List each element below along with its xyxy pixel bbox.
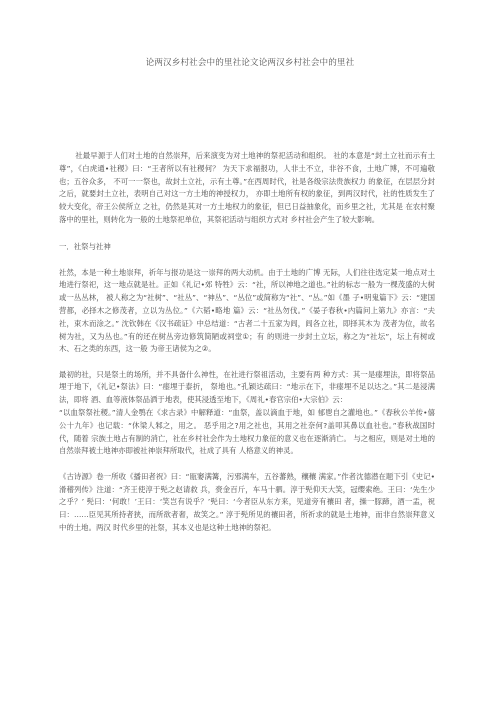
spacer: [59, 227, 435, 242]
paragraph-intro: 社最早源于人们对土地的自然崇拜，后来演变为对土地神的祭祀活动和组织。 社的本意是“封土立社而示有土尊”，《白虎通•社稷》曰：“王者所以有社稷何？ 为天下求福报功，人非土不立，非谷不食，土地广博，不可遍敬也；五谷众多， 不可一一祭也，故封土立社，示有土尊。”在西周时代，社是各级宗法贵族权力 的象征，在层层分封之后，就要封土立社，表明自己对这一方土地的神授权力， 亦即土地所有权的象征，到两汉时代，社的性质发生了较大变化，帝王公侯所立 之社，仍然是其对一方土地权力的象征，但已日益抽象化，而乡里之社，尤其是 在农村聚落中的里社，则转化为一般的土地祭祀单位，其祭祀活动与组织方式对 乡村社会产生了较大影响。: [59, 151, 435, 224]
paragraph-sacrifice-methods: 最初的社，只是祭土的场所，并不具备什么神性，在社进行祭祖活动，主要有两 种方式：其一是瘗埋法，即将祭品埋于地下，《礼记•祭法》曰：“瘗埋于泰折， 祭地也。”孔颖达疏曰：“地示在下，非瘗埋不足以达之。”其二是浸满法，即将 酒、血等液体祭品洒于地表，使其浸透至地下，《周礼•春官宗伯•大宗伯》云：: [59, 369, 435, 405]
document-title: 论两汉乡村社会中的里社论文论两汉乡村社会中的里社: [145, 58, 355, 68]
paragraph-gushiyuan: 《古诗源》卷一所收《播田者祝》曰：“瓯窭满篝，污邪满车，五谷蕃熟，穰穰 满家。”作者沈德潜在题下引《史记•滑稽列传》注道：“齐王使淳于髡之赵请救 兵，赍金百斤，车马十驷。淳于髡仰天大笑，冠缨索绝。王曰：‘先生少之乎？’ 髡曰：‘何敢！’王曰：‘笑岂有说乎？’髡曰：‘今者臣从东方来，见道旁有禳田 者，操一豚蹄，酒一盂，祝曰：……臣见其所持者狭，而所欲者奢，故笑之。” 淳于髡所见的禳田者，所祈求的就是土地神，而非自然崇拜意义中的土地。两汉 时代乡里的社祭，其本义也是这种土地神的祭祀。: [59, 471, 435, 532]
paragraph-blood-sacrifice: “以血祭祭社稷。”清人金鹗在《求古录》中解释道：“血祭，盖以滴血于地，如 郁鬯自之灌地也。”《春秋公羊传•僖公十九年》也记载：“休梁人邾之，用之。 恶乎用之?用之社也，其用之社奈何?盖叩其鼻以血社也。”春秋战国时代，随着 宗族土地占有制的消亡，社在乡村社会作为土地权力象征的意义也在逐渐消亡。 与之相应，则是对土地的自然崇拜被土地神亦即被社神崇拜所取代，社成了具有 人格意义的神灵。: [59, 408, 435, 456]
spacer: [59, 458, 435, 471]
section-heading: 一．社祭与社神: [59, 242, 111, 252]
spacer: [59, 356, 435, 369]
spacer: [59, 254, 435, 267]
document-body: [59, 150, 435, 535]
paragraph-she-tree: 社然，本是一种土地崇拜，祈年与报功是这一崇拜的两大动机。由于土地的广博 无际，人们往往选定某一地点对土地进行祭祀，这一地点就是社。正如《礼记•郊 特牲》云：“社，所以神地之道也。”社的标志一般为一棵茂盛的大树或一丛丛林， 被人称之为“社树”、“社丛”、“神丛”、“丛位”或简称为“社”、“丛。”如《墨 子•明鬼篇下》云：“建国营都，必择木之修茂者，立以为丛位。”《六韬•略地 篇》云：“社丛勿伐。”《晏子春秋•内篇问上第九》亦言：“夫社，束木而涂之。” 沈钦韩在《汉书疏证》中总结道：“古者二十五家为闾，闾各立社，即择其木为 茂者为位，故名树为社，又为丛也。”有的还在树丛旁边修筑简陋或祠堂①；有 的则进一步封土立坛，称之为“社坛”，坛上有树或木、石之类的东西，这一般 为帝王诸侯为之②。: [59, 267, 435, 354]
